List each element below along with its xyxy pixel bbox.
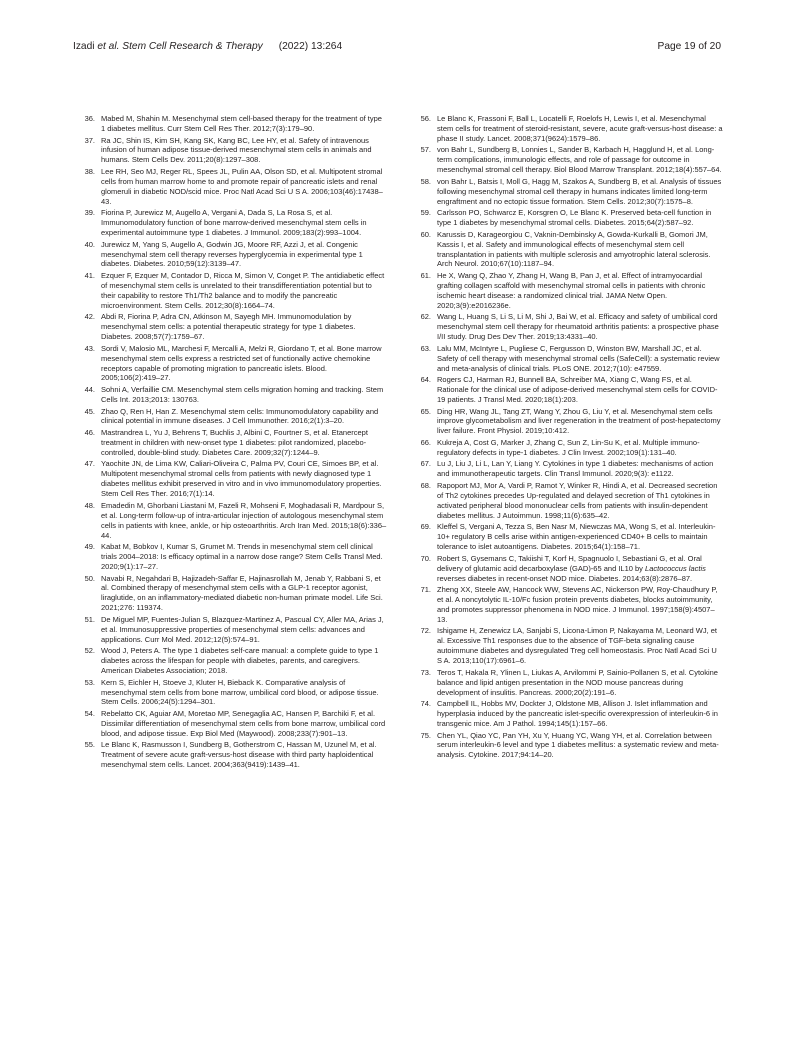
reference-item — [413, 114, 723, 144]
reference-text: von Bahr L, Sundberg B, Lonnies L, Sander B, Karbach H, Hagglund H, et al. Long-term complications, immunologic effects, and role of passage for outcome in mesenchymal stromal cell therapy. Biol Blood Marrow Transplant. 2012;18(4):557–64. — [437, 145, 722, 175]
reference-text: Sordi V, Malosio ML, Marchesi F, Mercalli A, Melzi R, Giordano T, et al. Bone marrow mesenchymal stem cells express a restricted set of functionally active chemokine receptors capable of promoting migration to pancreatic islets. Blood. 2005;106(2):419–27. — [101, 343, 382, 383]
reference-item — [77, 208, 387, 238]
reference-number: 54. — [84, 709, 95, 719]
reference-item — [413, 145, 723, 175]
reference-text: Wang L, Huang S, Li S, Li M, Shi J, Bai W, et al. Efficacy and safety of umbilical cord mesenchymal stem cell therapy for rheumatoid arthritis patients: a prospective phase I/II study. Drug Des Dev Ther. 2019;13:4331–40. — [437, 312, 719, 342]
reference-number: 46. — [84, 428, 95, 438]
reference-number: 60. — [420, 229, 431, 239]
reference-text: Zheng XX, Steele AW, Hancock WW, Stevens AC, Nickerson PW, Roy-Chaudhury P, et al. A noncytolytic IL-10/Fc fusion protein prevents diabetes, blocks autoimmunity, and promotes suppressor phenomena in NOD mice. J Immunol. 1997;158(9):4507–13. — [437, 585, 718, 624]
reference-text: Ra JC, Shin IS, Kim SH, Kang SK, Kang BC, Lee HY, et al. Safety of intravenous infusion of human adipose tissue-derived mesenchymal stem cells in animals and humans. Stem Cells Dev. 2011;20(8):1297–308. — [101, 135, 372, 165]
reference-text: Emadedin M, Ghorbani Liastani M, Fazeli R, Mohseni F, Moghadasali R, Mardpour S, et al. Long-term follow-up of intra-articular injection of autologous mesenchymal stem cells in patients with knee, ankle, or hip osteoarthritis. Arch Iran Med. 2015;18(6):336–44. — [101, 500, 387, 540]
reference-text: Fiorina P, Jurewicz M, Augello A, Vergani A, Dada S, La Rosa S, et al. Immunomodulatory function of bone marrow-derived mesenchymal stem cells in experimental autoimmune type 1 diabetes. J Immunol. 2009;183(2):993–1004. — [101, 208, 367, 238]
reference-item — [413, 626, 723, 666]
reference-item — [413, 668, 723, 698]
reference-number: 37. — [84, 135, 95, 145]
reference-text: Carlsson PO, Schwarcz E, Korsgren O, Le Blanc K. Preserved beta-cell function in type 1 diabetes by mesenchymal stromal cells. Diabetes. 2015;64(2):587–92. — [437, 208, 712, 228]
header-year: (2022) 13:264 — [278, 41, 343, 52]
reference-item — [413, 731, 723, 761]
reference-text: Le Blanc K, Frassoni F, Ball L, Locatelli F, Roelofs H, Lewis I, et al. Mesenchymal stem cells for treatment of steroid-resistant, severe, acute graft-versus-host disease: a phase II study. Lancet. 2008;371(9624):1579–86. — [437, 114, 723, 143]
reference-item — [77, 136, 387, 166]
reference-number: 73. — [420, 667, 431, 677]
reference-number: 52. — [84, 646, 95, 656]
reference-item — [77, 312, 387, 342]
reference-text: Lalu MM, McIntyre L, Pugliese C, Fergusson D, Winston BW, Marshall JC, et al. Safety of cell therapy with mesenchymal stromal cells (SafeCell): a systematic review and meta-analysis of clinical trials. PLoS ONE. 2012;7(10): e47559. — [437, 343, 720, 373]
reference-text: Teros T, Hakala R, Ylinen L, Liukas A, Arvilommi P, Sainio-Pollanen S, et al. Cytokine balance and lipid antigen presentation in the NOD mouse pancreas during development of insulitis. Pancreas. 2000;20(2):191–6. — [437, 667, 718, 697]
reference-number: 75. — [420, 730, 431, 740]
page-number: Page 19 of 20 — [657, 41, 721, 52]
reference-item — [413, 522, 723, 552]
reference-item — [77, 709, 387, 739]
reference-text: Robert S, Gysemans C, Takiishi T, Korf H, Spagnuolo I, Sebastiani G, et al. Oral delivery of glutamic acid decarboxylase (GAD)-65 and IL10 by Lactococcus lactis reverses diabetes in recent-onset NOD mice. Diabetes. 2014;63(8):2876–87. — [437, 553, 706, 583]
reference-number: 57. — [420, 145, 431, 155]
reference-text: De Miguel MP, Fuentes-Julian S, Blazquez-Martinez A, Pascual CY, Aller MA, Arias J, et al. Immunosuppressive properties of mesenchymal stem cells: advances and applications. Curr Mol Med. 2012;12(5):574–91. — [101, 614, 384, 644]
reference-text: Jurewicz M, Yang S, Augello A, Godwin JG, Moore RF, Azzi J, et al. Congenic mesenchymal stem cell therapy reverses hyperglycemia in experimental type 1 diabetes. Diabetes. 2010;59(12):3139–47. — [101, 239, 363, 269]
reference-number: 51. — [84, 614, 95, 624]
reference-item — [77, 574, 387, 614]
reference-number: 50. — [84, 573, 95, 583]
reference-number: 53. — [84, 677, 95, 687]
reference-text: Lee RH, Seo MJ, Reger RL, Spees JL, Pulin AA, Olson SD, et al. Multipotent stromal cells from human marrow home to and promote repair of pancreatic islets and renal glomeruli in diabetic NOD/scid mice. Proc Natl Acad Sci U S A. 2006;103(46):17438–43. — [101, 166, 383, 206]
reference-text: Karussis D, Karageorgiou C, Vaknin-Dembinsky A, Gowda-Kurkalli B, Gomori JM, Kassis I, et al. Safety and immunological effects of mesenchymal stem cell transplantation in patients with multiple sclerosis and amyotrophic lateral sclerosis. Arch Neurol. 2010;67(10):1187–94. — [437, 229, 711, 269]
reference-number: 38. — [84, 166, 95, 176]
reference-text: Wood J, Peters A. The type 1 diabetes self-care manual: a complete guide to type 1 diabetes across the lifespan for people with diabetes, parents, and caregivers. American Diabetes Association; 2018. — [101, 646, 379, 676]
reference-item — [413, 177, 723, 207]
reference-text: Kukreja A, Cost G, Marker J, Zhang C, Sun Z, Lin-Su K, et al. Multiple immuno-regulatory defects in type-1 diabetes. J Clin Invest. 2002;109(1):131–40. — [437, 437, 700, 457]
header-authors: Izadi — [73, 41, 98, 52]
reference-number: 70. — [420, 553, 431, 563]
reference-number: 45. — [84, 406, 95, 416]
reference-item — [413, 459, 723, 479]
reference-number: 59. — [420, 208, 431, 218]
reference-item — [77, 678, 387, 708]
reference-number: 47. — [84, 459, 95, 469]
reference-number: 66. — [420, 437, 431, 447]
reference-number: 63. — [420, 343, 431, 353]
reference-text: Sohni A, Verfaillie CM. Mesenchymal stem cells migration homing and tracking. Stem Cells Int. 2013;2013: 130763. — [101, 385, 384, 404]
reference-text: Lu J, Liu J, Li L, Lan Y, Liang Y. Cytokines in type 1 diabetes: mechanisms of action and immunotherapeutic targets. Clin Transl Immunol. 2020;9(3): e1122. — [437, 459, 714, 479]
reference-number: 40. — [84, 239, 95, 249]
reference-item — [413, 208, 723, 228]
reference-number: 43. — [84, 343, 95, 353]
reference-number: 48. — [84, 500, 95, 510]
reference-number: 71. — [420, 585, 431, 595]
references-left-column — [77, 114, 387, 772]
reference-text: He X, Wang Q, Zhao Y, Zhang H, Wang B, Pan J, et al. Effect of intramyocardial grafting collagen scaffold with mesenchymal stromal cells in patients with chronic ischemic heart disease: a randomized clinical trial. JAMA Netw Open. 2020;3(9):e2016236e. — [437, 271, 706, 310]
reference-number: 55. — [84, 740, 95, 750]
reference-item — [413, 312, 723, 342]
reference-item — [77, 344, 387, 384]
reference-number: 56. — [420, 114, 431, 123]
reference-item — [77, 240, 387, 270]
reference-number: 69. — [420, 522, 431, 532]
reference-number: 61. — [420, 271, 431, 281]
reference-text: Kabat M, Bobkov I, Kumar S, Grumet M. Trends in mesenchymal stem cell clinical trials 2004–2018: Is efficacy optimal in a narrow dose range? Stem Cells Transl Med. 2020;9(1):17–27. — [101, 542, 383, 571]
reference-text: Ishigame H, Zenewicz LA, Sanjabi S, Licona-Limon P, Nakayama M, Leonard WJ, et al. Excessive Th1 responses due to the absence of TGF-beta signaling cause autoimmune diabetes and dysregulated Treg cell homeostasis. Proc Natl Acad Sci U S A. 2013;110(17):6961–6. — [437, 626, 717, 666]
reference-item — [413, 375, 723, 405]
running-header — [73, 41, 721, 57]
reference-text: Ding HR, Wang JL, Tang ZT, Wang Y, Zhou G, Liu Y, et al. Mesenchymal stem cells improve glycometabolism and liver regeneration in the treatment of post-hepatectomy liver failure. Front Physiol. 2019;10:412. — [437, 406, 721, 436]
reference-number: 39. — [84, 208, 95, 218]
reference-number: 62. — [420, 312, 431, 322]
reference-item — [77, 740, 387, 770]
reference-item — [77, 459, 387, 499]
reference-text: Rogers CJ, Harman RJ, Bunnell BA, Schreiber MA, Xiang C, Wang FS, et al. Rationale for the clinical use of adipose-derived mesenchymal stem cells for COVID-19 patients. J Transl Med. 2020;18(1):203. — [437, 375, 718, 404]
header-etal: et al. — [97, 41, 120, 52]
reference-text: Mabed M, Shahin M. Mesenchymal stem cell-based therapy for the treatment of type 1 diabetes mellitus. Curr Stem Cell Res Ther. 2012;7(3):179–90. — [101, 114, 382, 133]
reference-text: Rapoport MJ, Mor A, Vardi P, Ramot Y, Winker R, Hindi A, et al. Decreased secretion of Th2 cytokines precedes Up-regulated and delayed secretion of Th1 cytokines in activated peripheral blood mononuclear cells from patients with insulin-dependent diabetes mellitus. J Autoimmun. 1998;11(6):635–42. — [437, 480, 718, 520]
reference-number: 36. — [84, 114, 95, 123]
header-citation — [73, 41, 342, 52]
reference-number: 44. — [84, 385, 95, 395]
reference-text: Yaochite JN, de Lima KW, Caliari-Oliveira C, Palma PV, Couri CE, Simoes BP, et al. Multipotent mesenchymal stromal cells from patients with newly diagnosed type 1 diabetes mellitus exhibit preserved in vitro and in vivo immunomodulatory properties. Stem Cell Res Ther. 2016;7(1):14. — [101, 459, 382, 499]
reference-text: Ezquer F, Ezquer M, Contador D, Ricca M, Simon V, Conget P. The antidiabetic effect of mesenchymal stem cells is unrelated to their transdifferentiation potential but to their capability to restore Th1/Th2 balance and to modify the pancreatic microenvironment. Stem Cells. 2012;30(8):1664–74. — [101, 271, 385, 310]
reference-item — [77, 615, 387, 645]
reference-item — [413, 230, 723, 270]
reference-number: 72. — [420, 626, 431, 636]
reference-text: Mastrandrea L, Yu J, Behrens T, Buchlis J, Albini C, Fourtner S, et al. Etanercept treatment in children with new-onset type 1 diabetes: pilot randomized, placebo-controlled, double-blind study. Diabetes Care. 2009;32(7):1244–9. — [101, 428, 368, 457]
reference-item — [413, 699, 723, 729]
reference-item — [77, 501, 387, 541]
reference-item — [413, 438, 723, 458]
header-journal: Stem Cell Research & Therapy — [119, 41, 263, 52]
reference-item — [413, 481, 723, 521]
reference-text: Campbell IL, Hobbs MV, Dockter J, Oldstone MB, Allison J. Islet inflammation and hyperplasia induced by the pancreatic islet-specific overexpression of interleukin-6 in transgenic mice. Am J Pathol. 1994;145(1):157–66. — [437, 699, 718, 728]
reference-number: 74. — [420, 699, 431, 709]
reference-text: Le Blanc K, Rasmusson I, Sundberg B, Gotherstrom C, Hassan M, Uzunel M, et al. Treatment of severe acute graft-versus-host disease with third party haploidentical mesenchymal stem cells. Lancet. 2004;363(9419):1439–41. — [101, 740, 377, 770]
reference-item — [77, 167, 387, 207]
reference-text: Zhao Q, Ren H, Han Z. Mesenchymal stem cells: Immunomodulatory capability and clinical potential in immune diseases. J Cell Immunother. 2016;2(1):3–20. — [101, 406, 379, 426]
reference-item — [77, 646, 387, 676]
reference-text: Abdi R, Fiorina P, Adra CN, Atkinson M, Sayegh MH. Immunomodulation by mesenchymal stem cells: a potential therapeutic strategy for type 1 diabetes. Diabetes. 2008;57(7):1759–67. — [101, 312, 356, 342]
reference-number: 65. — [420, 406, 431, 416]
reference-number: 49. — [84, 542, 95, 552]
references-right-column — [413, 114, 723, 762]
reference-text: Navabi R, Negahdari B, Hajizadeh-Saffar E, Hajinasrollah M, Jenab Y, Rabbani S, et al. Combined therapy of mesenchymal stem cells with a GLP-1 receptor agonist, liraglutide, on an inflammatory-mediated diabetic non-human primate model. Life Sci. 2021;276: 119374. — [101, 573, 383, 613]
reference-item — [77, 542, 387, 572]
reference-number: 67. — [420, 459, 431, 469]
reference-number: 68. — [420, 480, 431, 490]
reference-item — [413, 344, 723, 374]
reference-item — [77, 271, 387, 311]
reference-number: 58. — [420, 176, 431, 186]
reference-item — [413, 554, 723, 584]
reference-item — [77, 385, 387, 405]
reference-text: Kern S, Eichler H, Stoeve J, Kluter H, Bieback K. Comparative analysis of mesenchymal stem cells from bone marrow, umbilical cord blood, or adipose tissue. Stem Cells. 2006;24(5):1294–301. — [101, 677, 379, 707]
reference-item — [77, 407, 387, 427]
reference-item — [77, 428, 387, 458]
reference-item — [413, 585, 723, 625]
reference-number: 42. — [84, 312, 95, 322]
reference-item — [413, 271, 723, 311]
reference-item — [77, 114, 387, 134]
reference-text: Rebelatto CK, Aguiar AM, Moretao MP, Senegaglia AC, Hansen P, Barchiki F, et al. Dissimilar differentiation of mesenchymal stem cells from bone marrow, umbilical cord blood, and adipose tissue. Exp Biol Med (Maywood). 2008;233(7):901–13. — [101, 709, 386, 738]
reference-text: von Bahr L, Batsis I, Moll G, Hagg M, Szakos A, Sundberg B, et al. Analysis of tissues following mesenchymal stromal cell therapy in humans indicates limited long-term engraftment and no ectopic tissue formation. Stem Cells. 2012;30(7):1575–8. — [437, 176, 722, 206]
reference-text: Kleffel S, Vergani A, Tezza S, Ben Nasr M, Niewczas MA, Wong S, et al. Interleukin-10+ regulatory B cells arise within antigen-experienced CD40+ B cells to maintain tolerance to islet autoantigens. Diabetes. 2015;64(1):158–71. — [437, 522, 716, 552]
reference-number: 64. — [420, 375, 431, 385]
reference-text: Chen YL, Qiao YC, Pan YH, Xu Y, Huang YC, Wang YH, et al. Correlation between serum interleukin-6 level and type 1 diabetes mellitus: a systematic review and meta-analysis. Cytokine. 2017;94:14–20. — [437, 730, 719, 760]
reference-number: 41. — [84, 271, 95, 281]
reference-item — [413, 407, 723, 437]
